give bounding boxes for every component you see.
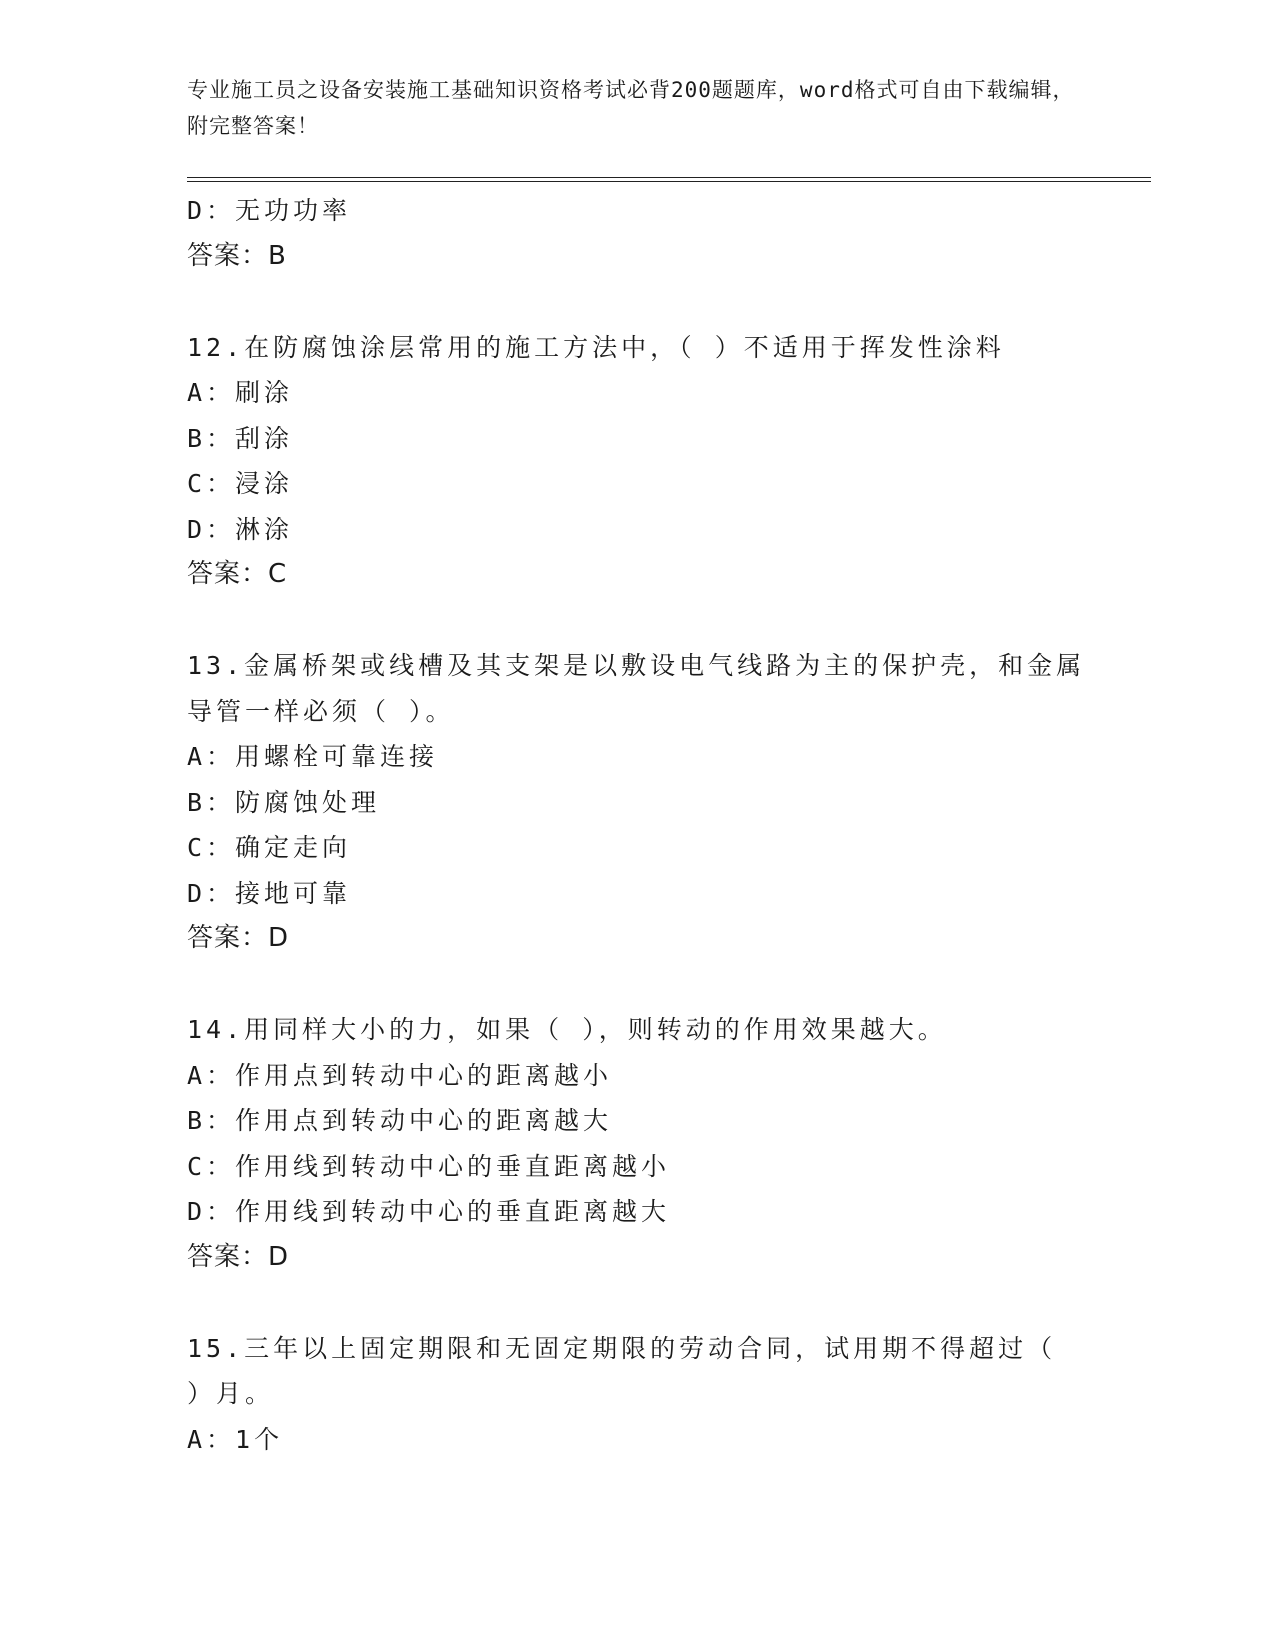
answer-line: 答案：C: [187, 559, 288, 589]
question-item-12: [187, 325, 1087, 598]
header-divider: [187, 177, 1151, 182]
spacer: [187, 962, 1087, 1008]
option-a: A：1个: [187, 1424, 284, 1454]
option-d: D：无功功率: [187, 196, 352, 225]
option-d: D：接地可靠: [187, 878, 352, 908]
answer-line: 答案：D: [187, 923, 290, 953]
question-item-15: [187, 1326, 1087, 1463]
answer-line: 答案：B: [187, 240, 287, 271]
option-b: B：防腐蚀处理: [187, 787, 381, 817]
option-b: B：作用点到转动中心的距离越大: [187, 1106, 613, 1135]
question-text: 12.在防腐蚀涂层常用的施工方法中，（ ）不适用于挥发性涂料: [187, 332, 1005, 362]
spacer: [187, 1280, 1087, 1326]
spacer: [187, 279, 1087, 325]
option-d: D：作用线到转动中心的垂直距离越大: [187, 1197, 671, 1226]
option-c: C：确定走向: [187, 833, 352, 862]
question-text: 14.用同样大小的力，如果（ ），则转动的作用效果越大。: [187, 1015, 947, 1044]
question-text: 15.三年以上固定期限和无固定期限的劳动合同，试用期不得超过（ ）月。: [187, 1333, 1057, 1408]
option-a: A：作用点到转动中心的距离越小: [187, 1060, 613, 1090]
question-item-14: [187, 1007, 1087, 1280]
option-c: C：浸涂: [187, 469, 294, 498]
option-a: A：用螺栓可靠连接: [187, 742, 439, 771]
spacer: [187, 598, 1087, 644]
question-text: 13.金属桥架或线槽及其支架是以敷设电气线路为主的保护壳，和金属导管一样必须（ ）。: [187, 651, 1086, 726]
option-a: A：刷涂: [187, 378, 294, 407]
question-list: [187, 188, 1087, 1462]
question-item-13: [187, 643, 1087, 962]
question-item-11: [187, 188, 1087, 279]
option-b: B：刮涂: [187, 423, 294, 453]
document-header: 专业施工员之设备安装施工基础知识资格考试必背200题题库，word格式可自由下载编辑，附完整答案！: [187, 78, 1075, 138]
answer-line: 答案：D: [187, 1241, 290, 1272]
option-d: D：淋涂: [187, 514, 294, 544]
option-c: C：作用线到转动中心的垂直距离越小: [187, 1151, 671, 1181]
